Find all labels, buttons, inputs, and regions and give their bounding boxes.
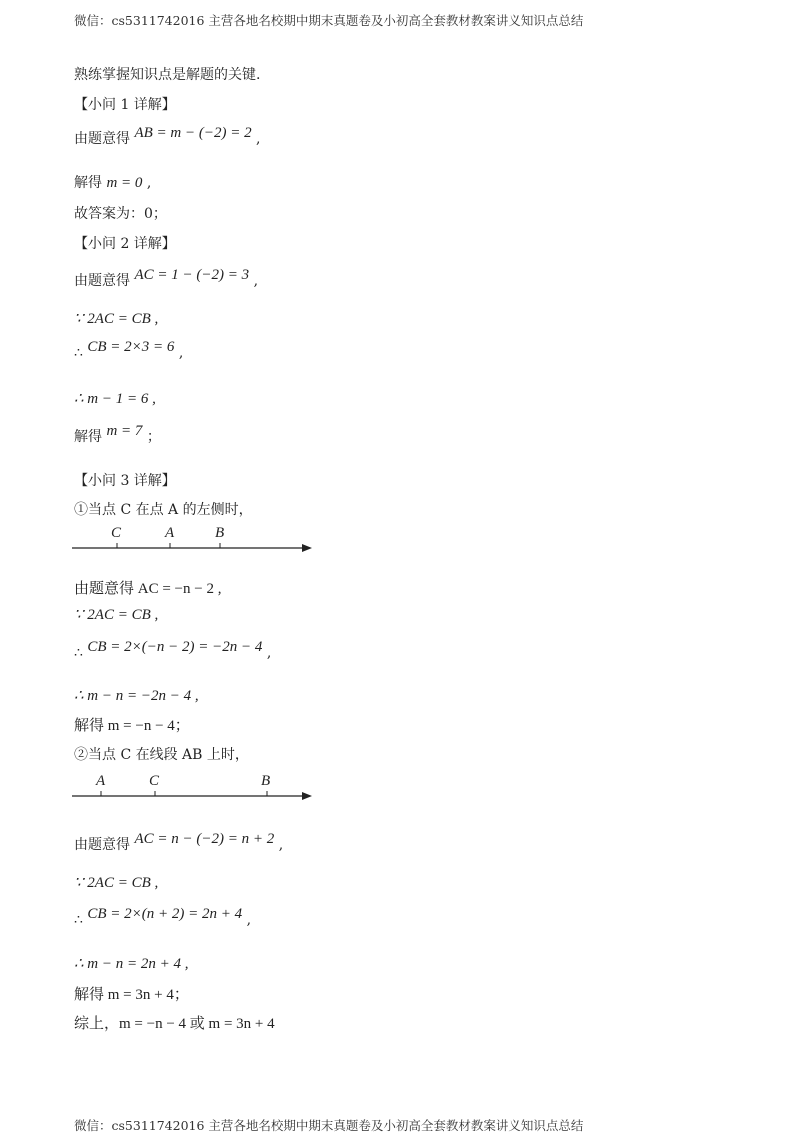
nl2-label-b: B	[261, 773, 271, 789]
q2-line1-pre: 由题意得	[74, 273, 130, 289]
number-line-1-svg	[72, 523, 317, 557]
nl2-label-a: A	[96, 773, 106, 789]
case1-line3-post: ,	[266, 645, 272, 661]
case2-line3-post: ,	[246, 912, 252, 928]
q1-line2-pre: 解得	[74, 175, 102, 191]
q2-title: 【小问 2 详解】	[74, 236, 176, 252]
q1-line1-post: ,	[256, 131, 261, 147]
nl1-label-c: C	[111, 525, 122, 541]
q2-line1	[74, 267, 259, 290]
q2-line5-pre: 解得	[74, 429, 102, 445]
case1-line4: ∴ m − n = −2n − 4 ,	[74, 688, 199, 704]
case1-intro: ①当点 C 在点 A 的左侧时，	[74, 502, 253, 518]
case2-line5: 解得 m = 3n + 4；	[74, 987, 189, 1003]
case2-line1-post: ,	[278, 837, 284, 853]
summary-line: 综上，m = −n − 4 或 m = 3n + 4	[74, 1016, 275, 1032]
nl1-label-b: B	[215, 525, 225, 541]
case1-line3	[74, 639, 272, 662]
intro-text: 熟练掌握知识点是解题的关键.	[74, 67, 261, 83]
q1-line3: 故答案为：0；	[74, 206, 167, 222]
q2-line1-post: ,	[253, 273, 259, 289]
case1-line1: 由题意得 AC = −n − 2 ,	[74, 581, 222, 597]
q1-line1-eq: AB = m − (−2) = 2	[134, 125, 252, 141]
q1-line2	[74, 172, 151, 192]
case2-line3-eq: CB = 2×(n + 2) = 2n + 4	[87, 906, 243, 922]
case1-line3-pre: ∴	[74, 645, 83, 661]
q2-line5-eq: m = 7	[106, 423, 143, 439]
q3-title: 【小问 3 详解】	[74, 473, 176, 489]
q2-line5-post: ；	[146, 429, 161, 445]
case2-line3-pre: ∴	[74, 912, 83, 928]
case1-line2: ∵ 2AC = CB ,	[74, 607, 159, 623]
q2-line2: ∵ 2AC = CB ,	[74, 311, 159, 327]
q2-line3-eq: CB = 2×3 = 6	[87, 339, 175, 355]
nl2-label-c: C	[149, 773, 160, 789]
page-footer: 微信：cs5311742016 主营各地名校期中期末真题卷及小初高全套教材教案讲义知识点总结	[74, 1118, 584, 1133]
q2-line5	[74, 423, 161, 446]
q1-line1-pre: 由题意得	[74, 131, 130, 147]
case2-line2: ∵ 2AC = CB ,	[74, 875, 159, 891]
q1-title: 【小问 1 详解】	[74, 97, 176, 113]
q2-line3-pre: ∴	[74, 345, 83, 361]
number-line-2-svg	[72, 771, 317, 805]
page-header: 微信：cs5311742016 主营各地名校期中期末真题卷及小初高全套教材教案讲义知识点总结	[74, 13, 584, 28]
case2-line1	[74, 831, 284, 854]
case2-intro: ②当点 C 在线段 AB 上时，	[74, 747, 249, 763]
q1-line2-eq: m = 0	[106, 175, 143, 191]
case2-line3	[74, 906, 252, 929]
number-line-1	[72, 523, 317, 557]
q2-line1-eq: AC = 1 − (−2) = 3	[134, 267, 250, 283]
q1-line2-post: ,	[146, 175, 152, 191]
case2-line1-pre: 由题意得	[74, 837, 130, 853]
case1-line5: 解得 m = −n − 4；	[74, 718, 190, 734]
nl1-label-a: A	[165, 525, 175, 541]
case2-line1-eq: AC = n − (−2) = n + 2	[134, 831, 275, 847]
case2-line4: ∴ m − n = 2n + 4 ,	[74, 956, 189, 972]
q2-line3	[74, 339, 184, 362]
q2-line3-post: ,	[178, 345, 184, 361]
case1-line3-eq: CB = 2×(−n − 2) = −2n − 4	[87, 639, 263, 655]
number-line-2	[72, 771, 317, 805]
q1-line1	[74, 125, 261, 148]
q2-line4: ∴ m − 1 = 6 ,	[74, 391, 156, 407]
